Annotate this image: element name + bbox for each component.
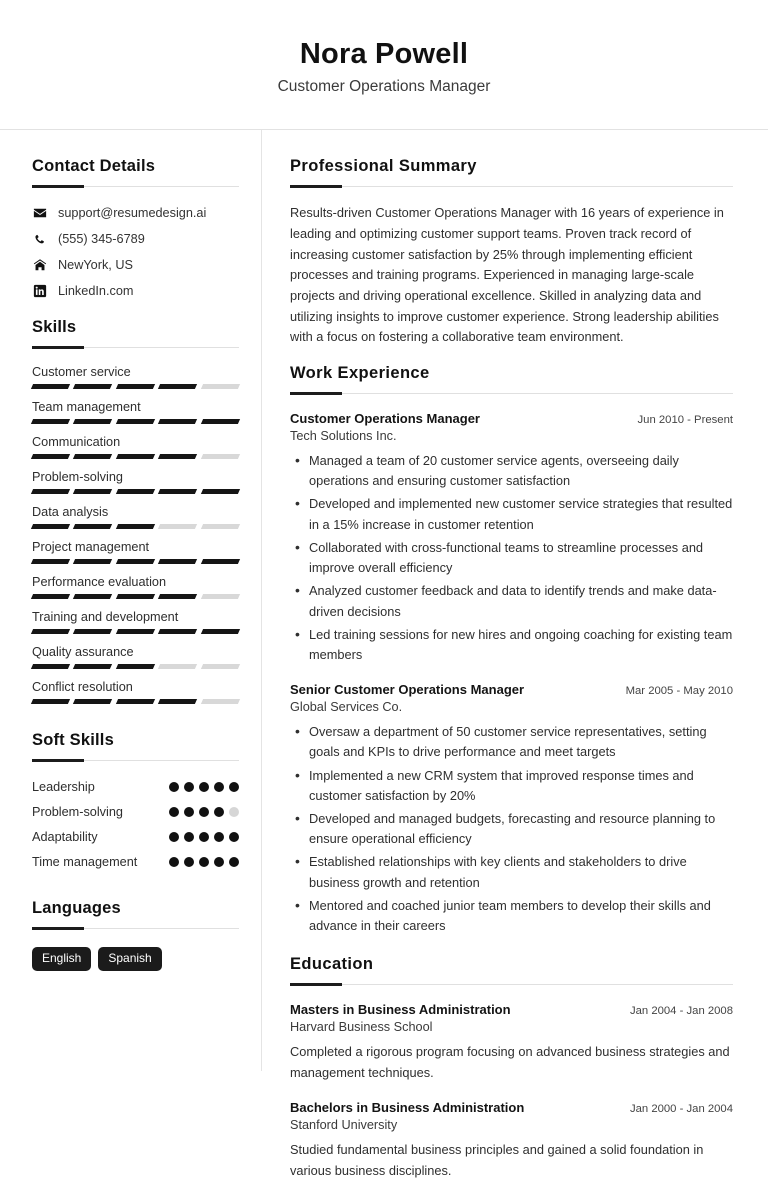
spacer (290, 348, 733, 364)
rating-dot (214, 857, 224, 867)
skill-item (32, 575, 239, 599)
skill-label: Quality assurance (32, 644, 134, 659)
skill-bar-segment (201, 594, 241, 599)
resume-body (0, 130, 768, 1178)
education-entry-header (290, 1100, 733, 1115)
experience-bullet-list (290, 722, 733, 936)
soft-skill-rating (169, 779, 239, 792)
skill-bar-segment (31, 664, 71, 669)
section-divider (32, 186, 239, 187)
contact-item-phone[interactable] (32, 231, 239, 246)
experience-bullet: • Oversaw a department of 50 customer service representatives, setting goals and KPIs to drive performance and meet targets (290, 722, 733, 762)
skill-level-bar (32, 419, 239, 424)
skill-bar-segment (201, 489, 241, 494)
rating-dot (214, 832, 224, 842)
professional-summary-text: Results-driven Customer Operations Manager with 16 years of experience in leading and optimizing customer support teams. Proven track record of increasing customer satisfaction by 25% through implementing efficient processes and training programs. Experienced in managing large-scale projects and driving operational excellence. Skilled in analyzing data and utilizing insights to improve customer experience. Strong leadership abilities with a focus on fostering a collaborative team environment. (290, 205, 724, 345)
experience-bullet: • Managed a team of 20 customer service agents, overseeing daily operations and ensuring customer satisfaction (290, 451, 733, 491)
skill-item (32, 680, 239, 704)
rating-dot (214, 782, 224, 792)
skill-label: Problem-solving (32, 469, 123, 484)
education-section (290, 955, 733, 1181)
rating-dot (184, 807, 194, 817)
rating-dot (199, 832, 209, 842)
skill-bar-segment (31, 489, 71, 494)
skill-bar-segment (201, 454, 241, 459)
resume-header (0, 0, 768, 130)
experience-entry-header (290, 411, 733, 426)
soft-skills-section (32, 731, 239, 871)
skill-bar-segment (116, 419, 156, 424)
skill-bar-segment (73, 699, 113, 704)
skill-label: Conflict resolution (32, 679, 133, 694)
soft-skill-rating (169, 854, 239, 867)
education-school: Harvard Business School (290, 1020, 433, 1035)
skill-bar-segment (73, 664, 113, 669)
home-icon (32, 257, 47, 272)
skill-item (32, 610, 239, 634)
experience-role: Senior Customer Operations Manager (290, 682, 525, 698)
sidebar-column (0, 130, 262, 1071)
skill-bar-segment (201, 664, 241, 669)
skill-bar-segment (31, 559, 71, 564)
soft-skill-label: Adaptability (32, 830, 98, 845)
work-experience-list (290, 411, 733, 936)
contact-value: support@resumedesign.ai (58, 205, 207, 220)
section-divider (290, 186, 733, 187)
experience-entry (290, 411, 733, 665)
contact-details-heading: Contact Details (32, 157, 156, 176)
contact-value: NewYork, US (58, 257, 133, 272)
skill-bar-segment (158, 559, 198, 564)
rating-dot (229, 857, 239, 867)
education-school: Stanford University (290, 1118, 398, 1133)
experience-bullet: • Developed and managed budgets, forecasting and resource planning to ensure operational efficiency (290, 809, 733, 849)
skill-bar-segment (116, 559, 156, 564)
languages-heading: Languages (32, 899, 121, 918)
spacer (32, 879, 239, 899)
rating-dot (169, 807, 179, 817)
soft-skill-rating (169, 829, 239, 842)
skill-bar-segment (201, 629, 241, 634)
spacer (32, 715, 239, 731)
skill-bar-segment (158, 664, 198, 669)
skill-item (32, 470, 239, 494)
phone-icon (32, 231, 47, 246)
rating-dot (229, 832, 239, 842)
experience-bullet: • Collaborated with cross-functional teams to streamline processes and improve overall efficiency (290, 538, 733, 578)
skill-label: Data analysis (32, 504, 109, 519)
experience-bullet: • Led training sessions for new hires and ongoing coaching for existing team members (290, 625, 733, 665)
section-divider (32, 347, 239, 348)
contact-value: (555) 345-6789 (58, 231, 145, 246)
linkedin-icon (32, 283, 47, 298)
section-divider (32, 928, 239, 929)
skill-bar-segment (73, 419, 113, 424)
language-pill[interactable]: English (32, 947, 91, 971)
experience-bullet: • Analyzed customer feedback and data to identify trends and make data-driven decisions (290, 581, 733, 621)
skill-bar-segment (31, 454, 71, 459)
contact-list (32, 205, 239, 298)
contact-item-linkedin[interactable] (32, 283, 239, 298)
skill-bar-segment (116, 629, 156, 634)
skill-bar-segment (158, 489, 198, 494)
contact-item-location[interactable] (32, 257, 239, 272)
education-list (290, 1002, 733, 1181)
skill-level-bar (32, 524, 239, 529)
skill-bar-segment (116, 699, 156, 704)
skill-bar-segment (158, 384, 198, 389)
skill-level-bar (32, 664, 239, 669)
soft-skill-item (32, 804, 239, 821)
education-entry (290, 1002, 733, 1083)
candidate-title: Customer Operations Manager (277, 78, 491, 96)
skill-item (32, 505, 239, 529)
rating-dot (199, 807, 209, 817)
work-experience-section (290, 364, 733, 936)
soft-skill-item (32, 779, 239, 796)
skills-heading: Skills (32, 318, 77, 337)
skill-bar-segment (201, 559, 241, 564)
education-degree: Bachelors in Business Administration (290, 1100, 525, 1116)
skill-bar-segment (201, 384, 241, 389)
soft-skills-list (32, 779, 239, 872)
education-description: Studied fundamental business principles and gained a solid foundation in various business disciplines. (290, 1142, 704, 1178)
skill-bar-segment (201, 419, 241, 424)
skill-bar-segment (31, 699, 71, 704)
skill-bar-segment (73, 384, 113, 389)
education-entry (290, 1100, 733, 1181)
skill-bar-segment (116, 524, 156, 529)
experience-entry-header (290, 682, 733, 697)
skill-bar-segment (158, 419, 198, 424)
skill-bar-segment (158, 524, 198, 529)
contact-value: LinkedIn.com (58, 283, 134, 298)
skill-level-bar (32, 384, 239, 389)
skills-list (32, 365, 239, 704)
spacer (32, 298, 239, 318)
languages-section (32, 899, 239, 971)
skill-bar-segment (73, 454, 113, 459)
rating-dot (184, 832, 194, 842)
soft-skills-heading: Soft Skills (32, 730, 114, 749)
experience-entry (290, 682, 733, 936)
skill-bar-segment (73, 524, 113, 529)
soft-skill-item (32, 854, 239, 871)
skill-bar-segment (31, 524, 71, 529)
skill-bar-segment (116, 489, 156, 494)
skill-bar-segment (31, 594, 71, 599)
skill-bar-segment (158, 594, 198, 599)
skill-bar-segment (31, 419, 71, 424)
skill-bar-segment (73, 629, 113, 634)
section-divider (290, 984, 733, 985)
rating-dot (184, 857, 194, 867)
experience-role: Customer Operations Manager (290, 410, 480, 426)
skill-bar-segment (31, 384, 71, 389)
professional-summary-heading: Professional Summary (290, 157, 477, 176)
experience-date: Mar 2005 - May 2010 (625, 685, 733, 698)
rating-dot (214, 807, 224, 817)
skill-label: Communication (32, 434, 121, 449)
skill-bar-segment (73, 594, 113, 599)
experience-organization: Global Services Co. (290, 700, 403, 715)
experience-date: Jun 2010 - Present (637, 413, 733, 426)
rating-dot (169, 782, 179, 792)
soft-skill-label: Leadership (32, 779, 95, 794)
skill-level-bar (32, 699, 239, 704)
soft-skill-rating (169, 804, 239, 817)
rating-dot (184, 782, 194, 792)
skill-item (32, 435, 239, 459)
skill-bar-segment (116, 454, 156, 459)
rating-dot (229, 782, 239, 792)
work-experience-heading: Work Experience (290, 364, 430, 383)
skill-label: Project management (32, 539, 150, 554)
experience-bullet: • Developed and implemented new customer service strategies that resulted in a 15% increase in customer retention (290, 494, 733, 534)
experience-bullet: • Established relationships with key clients and stakeholders to drive business growth and retention (290, 852, 733, 892)
skill-bar-segment (201, 699, 241, 704)
soft-skill-label: Time management (32, 855, 138, 870)
experience-organization: Tech Solutions Inc. (290, 428, 397, 443)
skill-bar-segment (73, 489, 113, 494)
rating-dot (169, 857, 179, 867)
skill-bar-segment (158, 699, 198, 704)
skills-section (32, 318, 239, 704)
spacer (290, 939, 733, 955)
skill-bar-segment (116, 384, 156, 389)
skill-item (32, 365, 239, 389)
experience-bullet-list (290, 451, 733, 665)
skill-label: Performance evaluation (32, 574, 166, 589)
candidate-name: Nora Powell (299, 38, 469, 70)
skill-label: Team management (32, 399, 141, 414)
skill-item (32, 400, 239, 424)
section-divider (32, 760, 239, 761)
language-pill[interactable]: Spanish (98, 947, 161, 971)
experience-bullet: • Mentored and coached junior team members to develop their skills and advance in their careers (290, 896, 733, 936)
rating-dot (199, 782, 209, 792)
skill-label: Training and development (32, 609, 179, 624)
skill-bar-segment (116, 664, 156, 669)
rating-dot (169, 832, 179, 842)
skill-bar-segment (158, 629, 198, 634)
education-heading: Education (290, 955, 374, 974)
rating-dot (199, 857, 209, 867)
education-description: Completed a rigorous program focusing on advanced business strategies and management techniques. (290, 1044, 730, 1080)
skill-bar-segment (73, 559, 113, 564)
contact-item-email[interactable] (32, 205, 239, 220)
rating-dot (229, 807, 239, 817)
skill-bar-segment (201, 524, 241, 529)
skill-level-bar (32, 559, 239, 564)
skill-level-bar (32, 594, 239, 599)
skill-bar-segment (116, 594, 156, 599)
education-date: Jan 2000 - Jan 2004 (629, 1103, 733, 1116)
skill-item (32, 540, 239, 564)
skill-bar-segment (31, 629, 71, 634)
soft-skill-item (32, 829, 239, 846)
experience-bullet: • Implemented a new CRM system that improved response times and customer satisfaction by 20% (290, 766, 733, 806)
skill-level-bar (32, 489, 239, 494)
education-date: Jan 2004 - Jan 2008 (629, 1005, 733, 1018)
main-column (262, 130, 768, 1178)
professional-summary-section (290, 157, 733, 348)
contact-details-section (32, 157, 239, 298)
skill-level-bar (32, 629, 239, 634)
soft-skill-label: Problem-solving (32, 804, 123, 819)
skill-item (32, 645, 239, 669)
education-entry-header (290, 1002, 733, 1017)
skill-bar-segment (158, 454, 198, 459)
education-degree: Masters in Business Administration (290, 1002, 511, 1018)
skill-level-bar (32, 454, 239, 459)
envelope-icon (32, 205, 47, 220)
section-divider (290, 393, 733, 394)
skill-label: Customer service (32, 364, 131, 379)
languages-list (32, 947, 239, 971)
